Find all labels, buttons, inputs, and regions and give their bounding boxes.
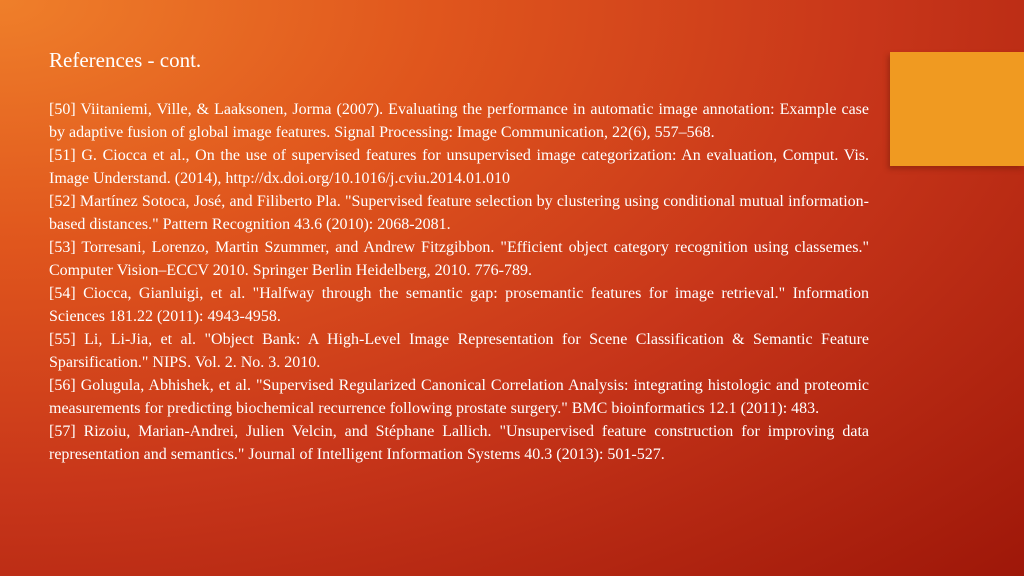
reference-item-50: [50] Viitaniemi, Ville, & Laaksonen, Jorma (2007). Evaluating the performance in automatic image annotation: Example case by adaptive fusion of global image features. Signal Processing: Image Communication, 22(6), 557–568. [49, 101, 869, 141]
reference-item-53: [53] Torresani, Lorenzo, Martin Szummer, and Andrew Fitzgibbon. "Efficient object category recognition using classemes." Computer Vision–ECCV 2010. Springer Berlin Heidelberg, 2010. 776-789. [49, 239, 869, 279]
references-list [49, 98, 869, 466]
slide-title: References - cont. [49, 48, 202, 72]
reference-item-52: [52] Martínez Sotoca, José, and Filiberto Pla. "Supervised feature selection by clustering using conditional mutual information-based distances." Pattern Recognition 43.6 (2010): 2068-2081. [49, 193, 869, 233]
reference-item-57: [57] Rizoiu, Marian-Andrei, Julien Velcin, and Stéphane Lallich. "Unsupervised feature construction for improving data representation and semantics." Journal of Intelligent Information Systems 40.3 (2013): 501-527. [49, 423, 869, 463]
accent-box [890, 52, 1024, 166]
reference-item-56: [56] Golugula, Abhishek, et al. "Supervised Regularized Canonical Correlation Analysis: integrating histologic and proteomic measurements for predicting biochemical recurrence following prostate surgery." BMC bioinformatics 12.1 (2011): 483. [49, 377, 869, 417]
reference-item-55: [55] Li, Li-Jia, et al. "Object Bank: A High-Level Image Representation for Scene Classification & Semantic Feature Sparsification." NIPS. Vol. 2. No. 3. 2010. [49, 331, 869, 371]
reference-item-54: [54] Ciocca, Gianluigi, et al. "Halfway through the semantic gap: prosemantic features for image retrieval." Information Sciences 181.22 (2011): 4943-4958. [49, 285, 869, 325]
reference-item-51: [51] G. Ciocca et al., On the use of supervised features for unsupervised image categorization: An evaluation, Comput. Vis. Image Understand. (2014), http://dx.doi.org/10.1016/j.cviu.2014.01.010 [49, 147, 869, 187]
